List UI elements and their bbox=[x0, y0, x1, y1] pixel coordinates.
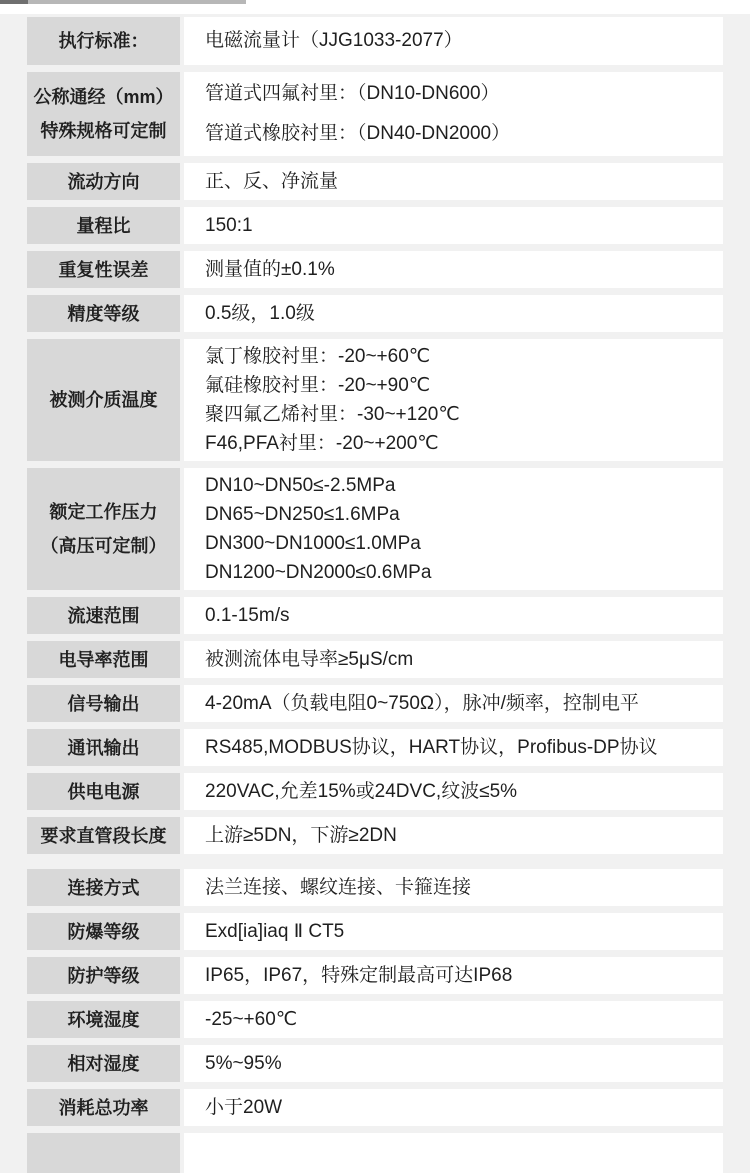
spec-label-cell bbox=[27, 1089, 180, 1126]
spec-value-line: DN65~DN250≤1.6MPa bbox=[205, 504, 400, 525]
spec-value-line: DN1200~DN2000≤0.6MPa bbox=[205, 562, 432, 583]
spec-value-cell bbox=[184, 1001, 723, 1038]
spec-label-cell bbox=[27, 957, 180, 994]
spec-label-cell bbox=[27, 729, 180, 766]
spec-label-cell bbox=[27, 163, 180, 200]
spec-row bbox=[27, 251, 723, 288]
spec-value-line: 电磁流量计（JJG1033-2077） bbox=[205, 30, 463, 51]
spec-value-line: 被测流体电导率≥5μS/cm bbox=[205, 648, 414, 670]
spec-label-line: 流速范围 bbox=[67, 605, 140, 626]
spec-label-line: 信号输出 bbox=[67, 693, 140, 714]
spec-label-cell bbox=[27, 295, 180, 332]
spec-row bbox=[27, 1089, 723, 1126]
spec-value-line: 上游≥5DN，下游≥2DN bbox=[205, 824, 397, 846]
spec-label-cell bbox=[27, 913, 180, 950]
spec-value-line: DN300~DN1000≤1.0MPa bbox=[205, 533, 421, 554]
spec-value-line: 氯丁橡胶衬里：-20~+60℃ bbox=[205, 346, 431, 367]
spec-value-cell bbox=[184, 468, 723, 590]
spec-label-line: 被测介质温度 bbox=[49, 390, 158, 410]
spec-value-line: F46,PFA衬里：-20~+200℃ bbox=[205, 433, 439, 454]
spec-value-cell bbox=[184, 913, 723, 950]
spec-value-line: 150:1 bbox=[205, 214, 253, 236]
spec-label-line: 公称通经（mm） bbox=[33, 87, 174, 107]
spec-value-cell bbox=[184, 339, 723, 461]
spec-row bbox=[27, 729, 723, 766]
spec-label-line: 特殊规格可定制 bbox=[40, 121, 167, 141]
top-edge-artifact-gray bbox=[28, 0, 246, 4]
spec-value-line: Exd[ia]iaq Ⅱ CT5 bbox=[205, 920, 345, 942]
spec-value-cell bbox=[184, 1133, 723, 1173]
spec-row bbox=[27, 339, 723, 461]
spec-value-cell bbox=[184, 729, 723, 766]
spec-value-cell bbox=[184, 17, 723, 65]
spec-row bbox=[27, 468, 723, 590]
spec-label-cell bbox=[27, 72, 180, 156]
spec-label-line: 防护等级 bbox=[67, 965, 140, 986]
spec-value-cell bbox=[184, 817, 723, 854]
spec-label-line: 防爆等级 bbox=[67, 921, 140, 942]
spec-label-line: 消耗总功率 bbox=[58, 1097, 149, 1118]
spec-row bbox=[27, 773, 723, 810]
spec-value-cell bbox=[184, 163, 723, 200]
spec-label-line: 精度等级 bbox=[67, 303, 140, 324]
spec-label-cell bbox=[27, 207, 180, 244]
spec-label-cell bbox=[27, 869, 180, 906]
spec-label-cell bbox=[27, 1001, 180, 1038]
spec-label-cell bbox=[27, 1045, 180, 1082]
spec-value-cell bbox=[184, 957, 723, 994]
spec-label-line: 执行标准： bbox=[58, 31, 149, 51]
spec-row bbox=[27, 295, 723, 332]
top-edge-artifact-dark bbox=[0, 0, 28, 4]
spec-value-cell bbox=[184, 773, 723, 810]
spec-value-cell bbox=[184, 207, 723, 244]
spec-label-cell bbox=[27, 597, 180, 634]
spec-value-cell bbox=[184, 1045, 723, 1082]
spec-row bbox=[27, 685, 723, 722]
spec-value-line: 5%~95% bbox=[205, 1052, 282, 1074]
spec-row bbox=[27, 163, 723, 200]
spec-label-line: 量程比 bbox=[76, 215, 131, 236]
spec-label-cell bbox=[27, 339, 180, 461]
spec-label-line: 通讯输出 bbox=[67, 737, 140, 758]
spec-row bbox=[27, 72, 723, 156]
spec-value-cell bbox=[184, 1089, 723, 1126]
spec-label-cell bbox=[27, 1133, 180, 1173]
spec-label-line: 要求直管段长度 bbox=[40, 825, 167, 846]
spec-value-cell bbox=[184, 597, 723, 634]
spec-label-cell bbox=[27, 685, 180, 722]
spec-value-line: 聚四氟乙烯衬里：-30~+120℃ bbox=[205, 404, 460, 425]
spec-label-line: 额定工作压力 bbox=[49, 502, 158, 522]
spec-value-line: 氟硅橡胶衬里：-20~+90℃ bbox=[205, 375, 431, 396]
spec-row bbox=[27, 597, 723, 634]
spec-value-cell bbox=[184, 869, 723, 906]
spec-value-line: RS485,MODBUS协议，HART协议，Profibus-DP协议 bbox=[205, 736, 658, 758]
spec-row bbox=[27, 817, 723, 854]
spec-label-line: 供电电源 bbox=[67, 781, 140, 802]
spec-label-line: （高压可定制） bbox=[40, 536, 167, 556]
spec-value-cell bbox=[184, 685, 723, 722]
spec-label-cell bbox=[27, 641, 180, 678]
spec-label-line: 连接方式 bbox=[67, 877, 140, 898]
spec-value-line: 0.5级，1.0级 bbox=[205, 302, 315, 324]
spec-row bbox=[27, 1001, 723, 1038]
spec-value-line: 正、反、净流量 bbox=[205, 170, 339, 192]
spec-value-line: DN10~DN50≤-2.5MPa bbox=[205, 475, 396, 496]
spec-table bbox=[27, 17, 723, 1173]
cutoff-row bbox=[27, 1133, 723, 1173]
spec-label-cell bbox=[27, 773, 180, 810]
spec-label-cell bbox=[27, 251, 180, 288]
spec-value-line: IP65，IP67，特殊定制最高可达IP68 bbox=[205, 964, 513, 986]
spec-row bbox=[27, 913, 723, 950]
spec-value-cell bbox=[184, 72, 723, 156]
spec-label-line: 电导率范围 bbox=[58, 649, 149, 670]
spec-value-cell bbox=[184, 641, 723, 678]
spec-value-line: 小于20W bbox=[205, 1096, 283, 1118]
spec-row bbox=[27, 869, 723, 906]
spec-value-line: 管道式四氟衬里：（DN10-DN600） bbox=[205, 83, 500, 104]
spec-label-line: 流动方向 bbox=[67, 171, 140, 192]
spec-value-line: 0.1-15m/s bbox=[205, 604, 290, 626]
spec-row bbox=[27, 1045, 723, 1082]
spec-value-cell bbox=[184, 251, 723, 288]
spec-value-line: 管道式橡胶衬里：（DN40-DN2000） bbox=[205, 123, 511, 144]
spec-row bbox=[27, 17, 723, 65]
spec-label-cell bbox=[27, 17, 180, 65]
spec-value-line: 测量值的±0.1% bbox=[205, 258, 335, 280]
spec-value-line: -25~+60℃ bbox=[205, 1008, 298, 1030]
spec-label-line: 相对湿度 bbox=[67, 1053, 140, 1074]
spec-label-cell bbox=[27, 468, 180, 590]
spec-row bbox=[27, 957, 723, 994]
spec-label-line: 环境湿度 bbox=[67, 1009, 140, 1030]
spec-value-line: 4-20mA（负载电阻0~750Ω），脉冲/频率，控制电平 bbox=[205, 692, 639, 714]
spec-row bbox=[27, 207, 723, 244]
spec-label-cell bbox=[27, 817, 180, 854]
spec-value-cell bbox=[184, 295, 723, 332]
spec-row bbox=[27, 641, 723, 678]
spec-value-line: 法兰连接、螺纹连接、卡箍连接 bbox=[205, 876, 472, 898]
spec-label-line: 重复性误差 bbox=[58, 259, 149, 280]
spec-value-line: 220VAC,允差15%或24DVC,纹波≤5% bbox=[205, 780, 518, 802]
